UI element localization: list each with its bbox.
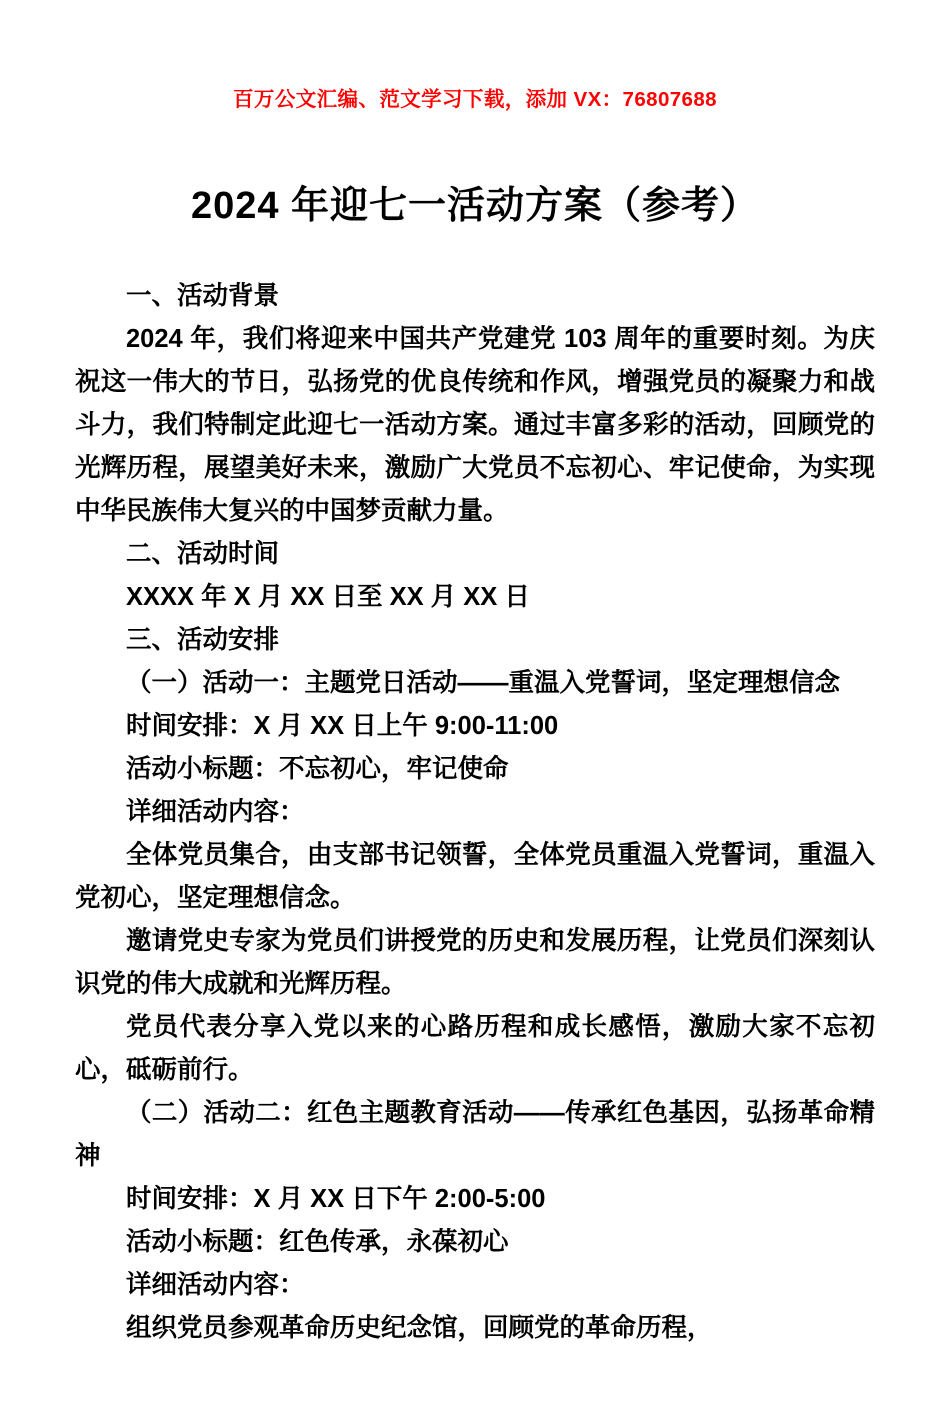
document-page [0,82,950,1426]
page-title: 2024 年迎七一活动方案（参考） [190,185,760,227]
paragraph: （一）活动一：主题党日活动——重温入党誓词，坚定理想信念 [126,669,841,697]
paragraph: 活动小标题：红色传承，永葆初心 [126,1228,509,1256]
watermark-banner: 百万公文汇编、范文学习下载，添加 VX：76807688 [233,88,717,111]
document-body [75,275,875,1350]
paragraph: 2024 年，我们将迎来中国共产党建党 103 周年的重要时刻。为庆祝这一伟大的节日，弘扬党的优良传统和作风，增强党员的凝聚力和战斗力，我们特制定此迎七一活动方案。通过丰富多彩的活动，回顾党的光辉历程，展望美好未来，激励广大党员不忘初心、牢记使命，为实现中华民族伟大复兴的中国梦贡献力量。 [75,325,875,525]
paragraph: 组织党员参观革命历史纪念馆，回顾党的革命历程， [126,1314,713,1342]
paragraph: 三、活动安排 [126,626,280,654]
paragraph: 党员代表分享入党以来的心路历程和成长感悟，激励大家不忘初心，砥砺前行。 [75,1013,875,1084]
paragraph: 邀请党史专家为党员们讲授党的历史和发展历程，让党员们深刻认识党的伟大成就和光辉历程。 [75,927,875,998]
paragraph: 二、活动时间 [126,540,280,568]
paragraph: XXXX 年 X 月 XX 日至 XX 月 XX 日 [126,583,530,611]
paragraph: 时间安排：X 月 XX 日上午 9:00-11:00 [126,712,559,740]
paragraph: 详细活动内容： [126,1271,305,1299]
paragraph: （二）活动二：红色主题教育活动——传承红色基因，弘扬革命精神 [75,1099,875,1170]
paragraph: 详细活动内容： [126,798,305,826]
paragraph: 一、活动背景 [126,282,280,310]
paragraph: 全体党员集合，由支部书记领誓，全体党员重温入党誓词，重温入党初心，坚定理想信念。 [75,841,875,912]
paragraph: 时间安排：X 月 XX 日下午 2:00-5:00 [126,1185,546,1213]
paragraph: 活动小标题：不忘初心，牢记使命 [126,755,509,783]
